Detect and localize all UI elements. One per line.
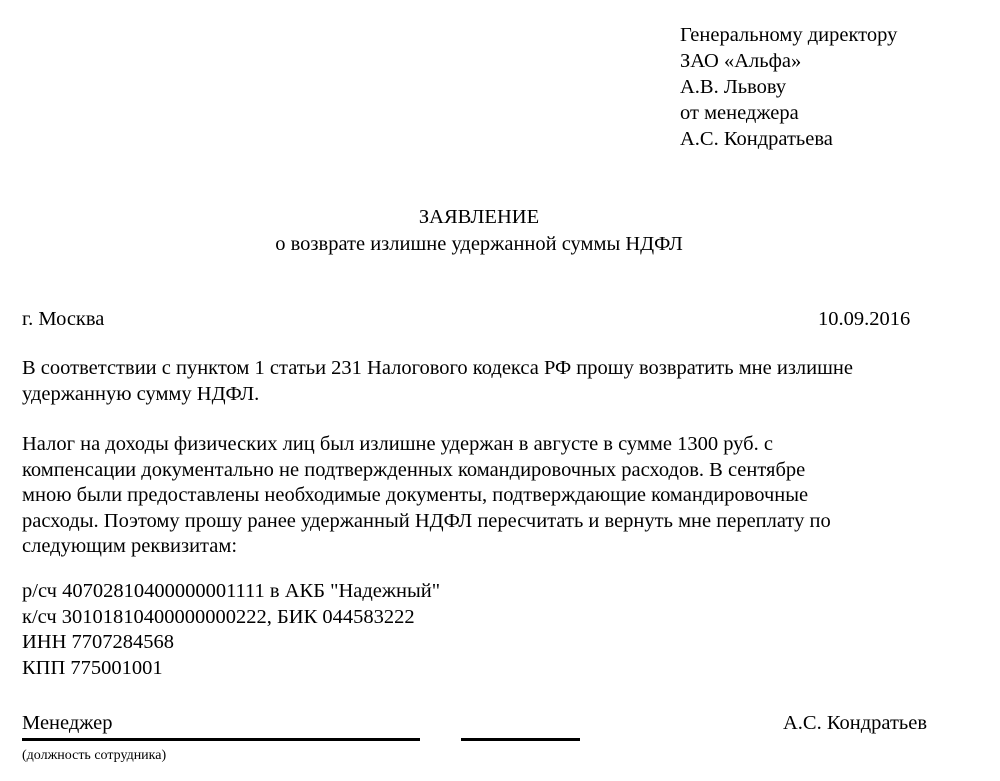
addressee-line: Генеральному директору [680, 24, 898, 46]
text-line: удержанную сумму НДФЛ. [22, 382, 260, 405]
position-caption: (должность сотрудника) [22, 748, 167, 763]
date: 10.09.2016 [818, 308, 911, 330]
bank-details [22, 579, 440, 681]
kpp-line: КПП 775001001 [22, 656, 163, 679]
text-line: компенсации документально не подтвержденных командировочных расходов. В сентябре [22, 458, 806, 481]
text-line: следующим реквизитам: [22, 535, 238, 557]
addressee-line: от менеджера [680, 102, 799, 124]
paragraph-explanation [22, 432, 831, 560]
position-underline [22, 738, 420, 741]
addressee-line: А.С. Кондратьева [680, 128, 833, 150]
paragraph-request [22, 356, 853, 407]
text-line: мною были предоставлены необходимые документы, подтверждающие командировочные [22, 484, 809, 506]
document-title: ЗАЯВЛЕНИЕ [418, 206, 540, 228]
text-line: В соответствии с пунктом 1 статьи 231 Налогового кодекса РФ прошу возвратить мне излишне [22, 357, 853, 379]
bank-account-line: р/сч 40702810400000001111 в АКБ "Надежный" [22, 580, 441, 602]
signature-underline [461, 738, 580, 741]
addressee-line: ЗАО «Альфа» [680, 50, 802, 72]
addressee-line: А.В. Львову [680, 76, 787, 98]
text-line: Налог на доходы физических лиц был излишне удержан в августе в сумме 1300 руб. с [22, 433, 773, 455]
correspondent-account-line: к/сч 30101810400000000222, БИК 044583222 [22, 605, 415, 628]
signature-position: Менеджер [22, 712, 113, 734]
text-line: расходы. Поэтому прошу ранее удержанный НДФЛ пересчитать и вернуть мне переплату по [22, 509, 831, 532]
signature-name: А.С. Кондратьев [783, 712, 928, 734]
inn-line: ИНН 7707284568 [22, 631, 175, 653]
place: г. Москва [22, 308, 105, 330]
document-subtitle: о возврате излишне удержанной суммы НДФЛ [275, 233, 683, 255]
addressee-block [680, 22, 897, 152]
